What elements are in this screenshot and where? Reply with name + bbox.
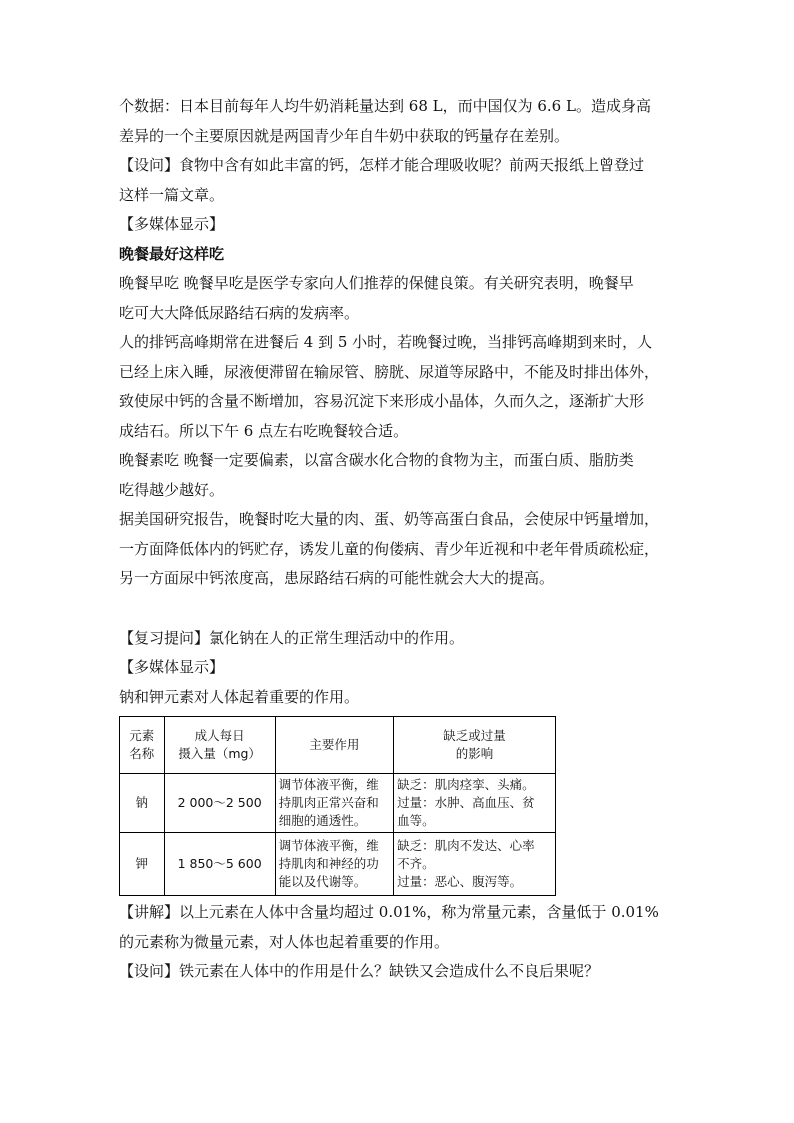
header-text: 成人每日 (194, 728, 245, 743)
cell-line: 持肌肉和神经的功 (278, 856, 379, 871)
header-cell-role (275, 717, 393, 774)
element-name-cell: 钾 (120, 833, 165, 896)
paragraph-line: 差异的一个主要原因就是两国青少年自牛奶中获取的钙量存在差别。 (119, 126, 570, 145)
paragraph-line: 据美国研究报告，晚餐时吃大量的肉、蛋、奶等高蛋白食品，会使尿中钙量增加， (119, 510, 660, 528)
table-header-row (120, 717, 556, 774)
cell-line: 缺乏：肌肉痉挛、头痛。 (397, 777, 535, 792)
document-page (119, 92, 679, 987)
cell-line: 过量：水肿、高血压、贫 (397, 795, 535, 810)
paragraph-line: 人的排钙高峰期常在进餐后 4 到 5 小时，若晚餐过晚，当排钙高峰期到来时，人 (119, 333, 653, 351)
intake-cell: 1 850～5 600 (164, 833, 275, 896)
paragraph-line: 致使尿中钙的含量不断增加，容易沉淀下来形成小晶体，久而久之，逐渐扩大形 (119, 392, 645, 410)
cell-line: 细胞的通透性。 (278, 813, 367, 828)
cell-line: 持肌肉正常兴奋和 (278, 795, 379, 810)
paragraph-line: 钠和钾元素对人体起着重要的作用。 (119, 687, 360, 706)
paragraph-line: 晚餐早吃 晚餐早吃是医学专家向人们推荐的保健良策。有关研究表明，晚餐早 (119, 274, 634, 292)
cell-line: 缺乏：肌肉不发达、心率 (397, 838, 535, 853)
header-text: 缺乏或过量 (443, 728, 506, 743)
role-cell (275, 833, 393, 896)
intake-cell: 2 000～2 500 (164, 774, 275, 833)
paragraph-line: 这样一篇文章。 (119, 185, 225, 204)
section-label: 【多媒体显示】 (119, 215, 225, 233)
header-cell-intake (164, 717, 275, 774)
header-cell-name (120, 717, 165, 774)
paragraph-line: 另一方面尿中钙浓度高，患尿路结石病的可能性就会大大的提高。 (119, 569, 555, 587)
cell-line: 调节体液平衡，维 (278, 838, 379, 853)
cell-line: 不齐。 (397, 856, 435, 871)
role-cell (275, 774, 393, 833)
paragraph-line: 个数据：日本目前每年人均牛奶消耗量达到 68 L，而中国仅为 6.6 L。造成身高 (119, 97, 651, 115)
header-text: 摄入量（mg） (178, 746, 261, 761)
effect-cell (394, 833, 556, 896)
table-row (120, 774, 556, 833)
header-text: 主要作用 (309, 737, 360, 752)
paragraph-line: 已经上床入睡，尿液便滞留在输尿管、膀胱、尿道等尿路中，不能及时排出体外， (119, 362, 660, 381)
header-cell-effect (394, 717, 556, 774)
cell-line: 血等。 (397, 813, 435, 828)
cell-line: 能以及代谢等。 (278, 874, 367, 889)
paragraph-line: 晚餐素吃 晚餐一定要偏素，以富含碳水化合物的食物为主，而蛋白质、脂肪类 (119, 451, 634, 469)
elements-table (119, 716, 556, 896)
paragraph-line: 吃可大大降低尿路结石病的发病率。 (119, 303, 360, 322)
paragraph-line: 的元素称为微量元素，对人体也起着重要的作用。 (119, 932, 450, 951)
cell-line: 调节体液平衡，维 (278, 777, 379, 792)
header-text: 元素 (129, 728, 155, 743)
paragraph-line: 【复习提问】氯化钠在人的正常生理活动中的作用。 (119, 628, 465, 647)
header-text: 的影响 (455, 746, 494, 761)
effect-cell (394, 774, 556, 833)
header-text: 名称 (129, 746, 155, 761)
element-name-cell: 钠 (120, 774, 165, 833)
paragraph-line: 一方面降低体内的钙贮存，诱发儿童的佝偻病、青少年近视和中老年骨质疏松症， (119, 539, 660, 558)
paragraph-line: 【设问】食物中含有如此丰富的钙，怎样才能合理吸收呢？前两天报纸上曾登过 (119, 156, 645, 174)
paragraph-line: 【讲解】以上元素在人体中含量均超过 0.01%，称为常量元素，含量低于 0.01% (119, 903, 659, 921)
paragraph-line: 成结石。所以下午 6 点左右吃晚餐较合适。 (119, 421, 409, 440)
blank-line (119, 594, 679, 624)
cell-line: 过量：恶心、腹泻等。 (397, 874, 523, 889)
paragraph-line: 吃得越少越好。 (119, 480, 225, 499)
paragraph-line: 【设问】铁元素在人体中的作用是什么？缺铁又会造成什么不良后果呢？ (119, 962, 600, 980)
section-label: 【多媒体显示】 (119, 658, 225, 676)
article-title: 晚餐最好这样吃 (119, 244, 225, 263)
table-row (120, 833, 556, 896)
